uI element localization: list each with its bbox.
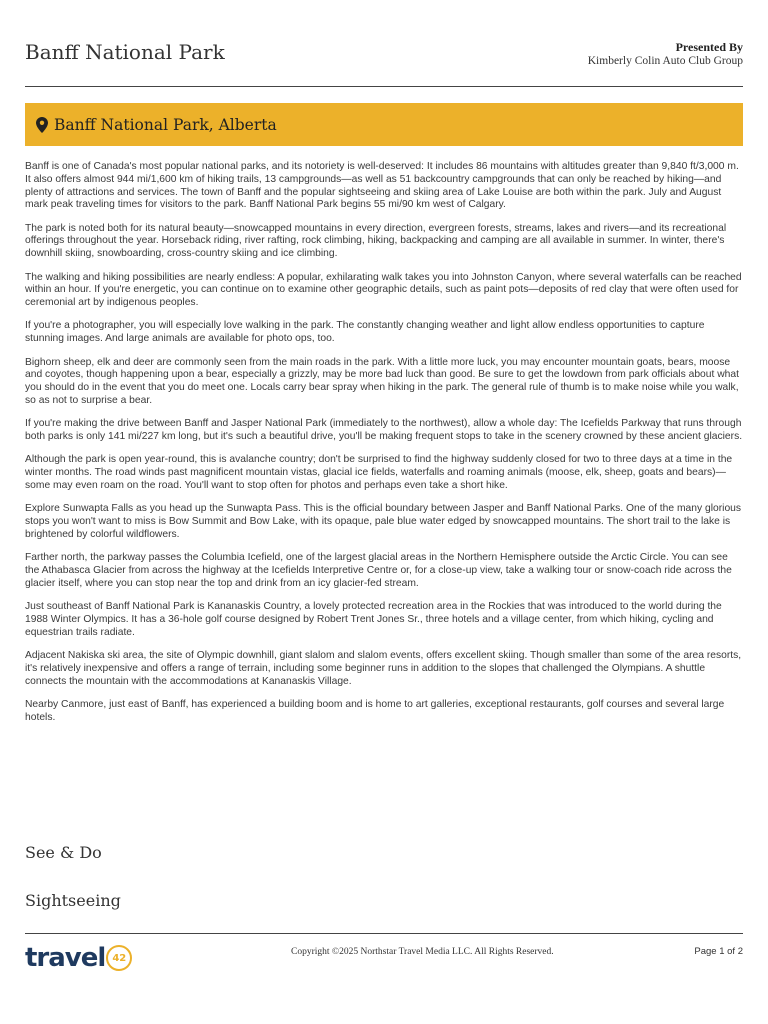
paragraph: Adjacent Nakiska ski area, the site of Olympic downhill, giant slalom and slalom events, offers excellent skiing. Though smaller than some of the area resorts, it's relatively inexpensive and offers a range of terrain, including some beginner runs in addition to the slopes that challenged the Olympians. A shuttle connects the mountain with the accommodations at Kananaskis Village. [25,649,742,687]
copyright-notice: Copyright ©2025 Northstar Travel Media LLC. All Rights Reserved. [291,947,554,957]
paragraph: Nearby Canmore, just east of Banff, has experienced a building boom and is home to art galleries, exceptional restaurants, golf courses and several large hotels. [25,698,725,723]
presented-by-block [588,40,743,67]
page-title: Banff National Park [25,40,225,64]
paragraph: Banff is one of Canada's most popular national parks, and its notoriety is well-deserved: It includes 86 mountains with altitudes greater than 9,840 ft/3,000 m. It also offers almost 944 mi/1,600 km of hiking trails, 13 campgrounds—as well as 51 backcountry campgrounds that can only be reached by hiking—and plenty of attractions and services. The town of Banff and the popular sightseeing and skiing area of Lake Louise are both within the park. July and August mark peak traveling times for visitors to the park. Banff National Park begins 55 mi/90 km west of Calgary. [25,161,739,211]
paragraph: Although the park is open year-round, this is avalanche country; don't be surprised to find the highway suddenly closed for two to three days at a time in the winter months. The road winds past magnificent mountain vistas, glacial ice fields, waterfalls and roaming animals (moose, elk, sheep, goats and bears)—some may even roam on the road. You'll want to stop often for photos and perhaps even take a short hike. [25,454,733,491]
paragraph: If you're a photographer, you will especially love walking in the park. The constantly changing weather and light allow endless opportunities to capture stunning images. And large animals are available for photo ops, too. [25,320,705,345]
paragraph: The park is noted both for its natural beauty—snowcapped mountains in every direction, evergreen forests, streams, lakes and rivers—and its recreational offerings throughout the year. Horseback riding, river rafting, rock climbing, hiking, backpacking and camping are all available in summer. In winter, there's downhill skiing, snowboarding, cross-country skiing and ice climbing. [25,222,727,260]
paragraph: Explore Sunwapta Falls as you head up the Sunwapta Pass. This is the official boundary between Jasper and Banff National Parks. One of the many glorious stops you won't want to miss is Bow Summit and Bow Lake, with its opaque, pale blue water edged by snowcapped mountains. The short trail to the lake is brightened by colorful wildflowers. [25,503,742,540]
section-heading-sightseeing: Sightseeing [25,891,121,910]
logo-badge: 42 [106,945,132,971]
location-title: Banff National Park, Alberta [54,115,277,134]
presented-by-label: Presented By [675,40,743,54]
logo-wordmark: travel [25,943,106,973]
article-body [25,161,743,735]
map-pin-icon [36,117,48,133]
section-heading-see-do: See & Do [25,843,102,862]
travel42-logo [25,940,132,976]
paragraph: The walking and hiking possibilities are nearly endless: A popular, exhilarating walk takes you into Johnston Canyon, where several waterfalls can be reached within an hour. If you're energetic, you can continue on to examine other geographic details, such as paint pots—deposits of red clay that were often used for ceremonial art by indigenous peoples. [25,271,742,309]
page-number: Page 1 of 2 [694,946,743,957]
paragraph: Farther north, the parkway passes the Columbia Icefield, one of the largest glacial areas in the Northern Hemisphere outside the Arctic Circle. You can see the Athabasca Glacier from across the highway at the Icefields Interpretive Centre or, for a close-up view, take a walking tour or snow-coach ride across the glacier itself, where you can stop near the top and drink from an icy glacier-fed stream. [25,552,732,589]
location-banner [25,103,743,146]
paragraph: If you're making the drive between Banff and Jasper National Park (immediately to the northwest), allow a whole day: The Icefields Parkway that runs through both parks is only 141 mi/227 km long, but it's such a beautiful drive, you'll be making frequent stops to take in the scenery crowned by these ancient glaciers. [25,418,743,443]
paragraph: Just southeast of Banff National Park is Kananaskis Country, a lovely protected recreation area in the Rockies that was introduced to the world during the 1988 Winter Olympics. It has a 36-hole golf course designed by Robert Trent Jones Sr., three hotels and a village center, from which hiking, cycling and equestrian trails radiate. [25,601,722,638]
presenter-name: Kimberly Colin Auto Club Group [587,55,743,67]
paragraph: Bighorn sheep, elk and deer are commonly seen from the main roads in the park. With a little more luck, you may encounter mountain goats, bears, moose and coyotes, though happening upon a bear, especially a grizzly, may be more bad luck than good. Be sure to get the lowdown from park officials about what you should do in the event that you do meet one. Locals carry bear spray when hiking in the park. The general rule of thumb is to make noise while you walk, so as not to surprise a bear. [25,356,739,406]
page-header [25,0,743,87]
footer-divider [25,933,743,934]
